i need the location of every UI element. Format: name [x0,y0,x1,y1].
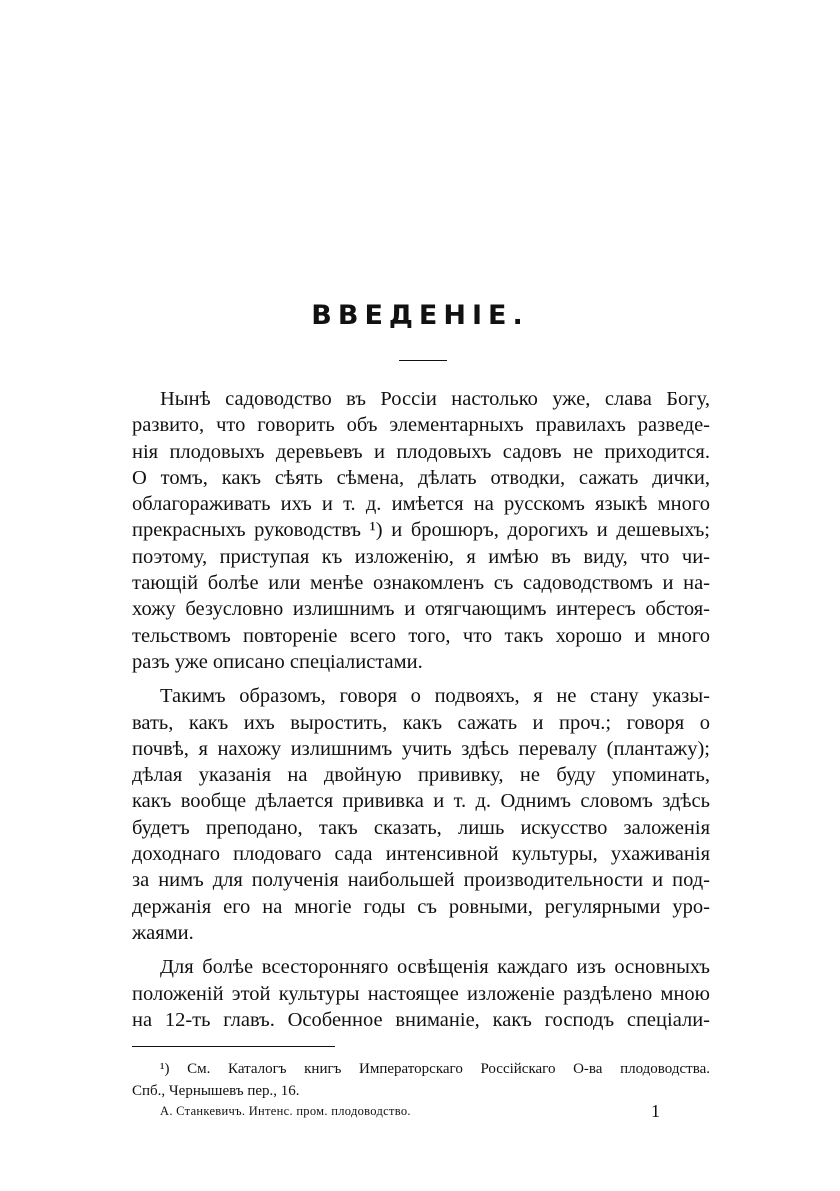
title-divider [399,360,447,361]
running-footer: А. Станкевичъ. Интенс. пром. плодоводство. [160,1104,411,1118]
text-line: нія плодовыхъ деревьевъ и плодовыхъ садовъ не приходится. [132,440,710,463]
text-line: дѣлая указанія на двойную прививку, не буду упоминать, [132,764,710,787]
text-line: О томъ, какъ сѣять сѣмена, дѣлать отводки, сажать дички, [132,466,710,489]
text-line: Нынѣ садоводство въ Россіи настолько уже, слава Богу, [160,388,710,410]
text-line: держанія его на многіе годы съ ровными, регулярными уро- [132,895,710,918]
text-line: разъ уже описано спеціалистами. [132,650,423,673]
text-line: поэтому, приступая къ изложенію, я имѣю въ виду, что чи- [132,545,710,568]
text-line: на 12-ть главъ. Особенное вниманіе, какъ господъ спеціали- [132,1008,710,1031]
text-line: за нимъ для полученія наибольшей производительности и под- [132,869,710,892]
text-line: хожу безусловно излишнимъ и отягчающимъ интересъ обстоя- [132,598,710,621]
text-line: вать, какъ ихъ выростить, какъ сажать и проч.; говоря о [132,711,710,734]
text-line: тающій болѣе или менѣе ознакомленъ съ садоводствомъ и на- [132,572,710,595]
paragraph-2 [132,683,710,946]
footnote-line: ¹) См. Каталогъ книгъ Императорскаго Россійскаго О-ва плодоводства. [160,1061,710,1077]
text-line: жаями. [132,921,194,944]
page-number: 1 [651,1101,660,1121]
text-line: положеній этой культуры настоящее изложеніе раздѣлено мною [132,982,710,1005]
text-line: доходнаго плодоваго сада интенсивной культуры, ухаживанія [132,843,710,866]
text-line: будетъ преподано, такъ сказать, лишь искусство заложенія [132,816,710,839]
text-line: облагораживать ихъ и т. д. имѣется на русскомъ языкѣ много [132,493,710,516]
text-line: тельствомъ повтореніе всего того, что такъ хорошо и много [132,624,710,647]
footnote-divider [132,1046,335,1047]
paragraph-1 [132,386,710,675]
text-line: развито, что говорить объ элементарныхъ правилахъ разведе- [132,414,710,437]
body-text [132,386,710,1041]
text-line: Такимъ образомъ, говоря о подвояхъ, я не стану указы- [160,685,710,708]
footnote-line: Спб., Чернышевъ пер., 16. [132,1083,300,1099]
text-line: почвѣ, я нахожу излишнимъ учить здѣсь перевалу (плантажу); [132,737,710,760]
page-title: ВВЕДЕНІЕ. [311,300,529,331]
text-line: какъ вообще дѣлается прививка и т. д. Однимъ словомъ здѣсь [132,790,710,813]
footnote [132,1058,710,1102]
text-line: прекрасныхъ руководствъ ¹) и брошюръ, дорогихъ и дешевыхъ; [132,519,710,542]
paragraph-3 [132,954,710,1033]
text-line: Для болѣе всесторонняго освѣщенія каждаго изъ основныхъ [160,956,710,979]
